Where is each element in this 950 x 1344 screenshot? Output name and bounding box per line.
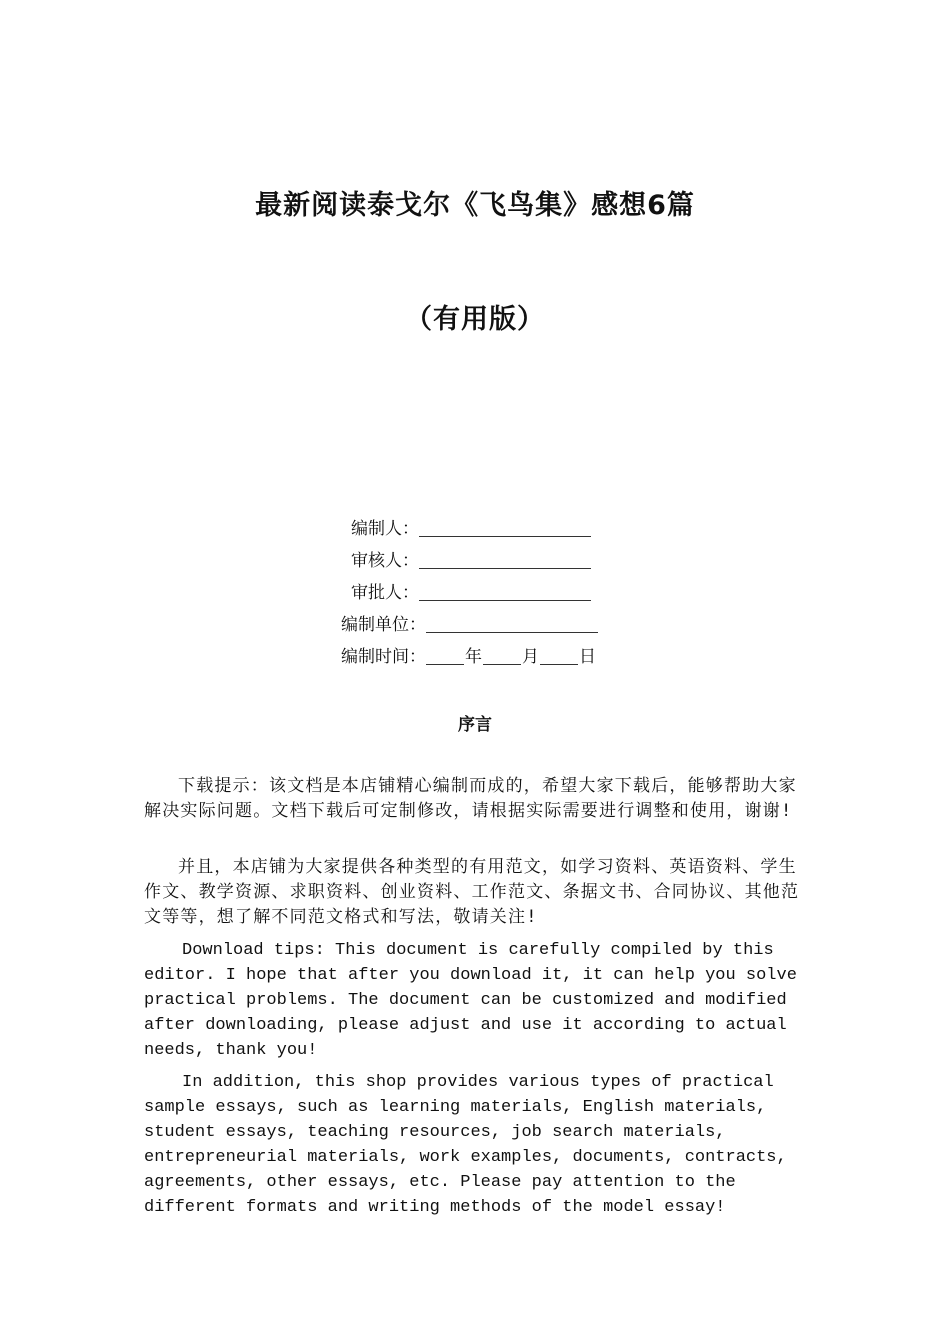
time-row [341, 645, 597, 669]
day-label: 日 [579, 647, 596, 667]
reviewer-blank [419, 550, 591, 569]
unit-row [341, 613, 598, 637]
year-blank [426, 646, 464, 665]
year-label: 年 [465, 647, 482, 667]
preface-paragraph: In addition, this shop provides various types of practical sample essays, such as learning materials, English materials, student essays, teaching resources, job search materials, entrepreneurial materials, work examples, documents, contracts, agreements, other essays, etc. Please pay attention to the different formats and writing methods of the model essay! [144, 1073, 787, 1217]
preface-paragraph: 下载提示：该文档是本店铺精心编制而成的，希望大家下载后，能够帮助大家解决实际问题。文档下载后可定制修改，请根据实际需要进行调整和使用，谢谢! [144, 776, 797, 821]
day-blank [540, 646, 578, 665]
preface-heading: 序言 [458, 715, 492, 735]
preface-paragraph: Download tips: This document is carefully compiled by this editor. I hope that after you download it, it can help you solve practical problems. The document can be customized and modified after downloading, please adjust and use it according to actual needs, thank you! [144, 941, 797, 1060]
unit-blank [426, 614, 598, 633]
preface-paragraph: 并且，本店铺为大家提供各种类型的有用范文，如学习资料、英语资料、学生作文、教学资源、求职资料、创业资料、工作范文、条据文书、合同协议、其他范文等等，想了解不同范文格式和写法，敬请关注! [144, 857, 800, 927]
compiler-label: 编制人： [351, 519, 419, 539]
approver-blank [419, 582, 591, 601]
unit-label: 编制单位： [341, 615, 426, 635]
month-blank [483, 646, 521, 665]
reviewer-label: 审核人： [351, 551, 419, 571]
approver-row [351, 581, 591, 605]
compiler-blank [419, 518, 591, 537]
month-label: 月 [522, 647, 539, 667]
compiler-row [351, 517, 591, 541]
document-subtitle: （有用版） [405, 304, 545, 335]
document-title: 最新阅读泰戈尔《飞鸟集》感想6篇 [255, 190, 695, 221]
approver-label: 审批人： [351, 583, 419, 603]
time-label: 编制时间： [341, 647, 426, 667]
reviewer-row [351, 549, 591, 573]
